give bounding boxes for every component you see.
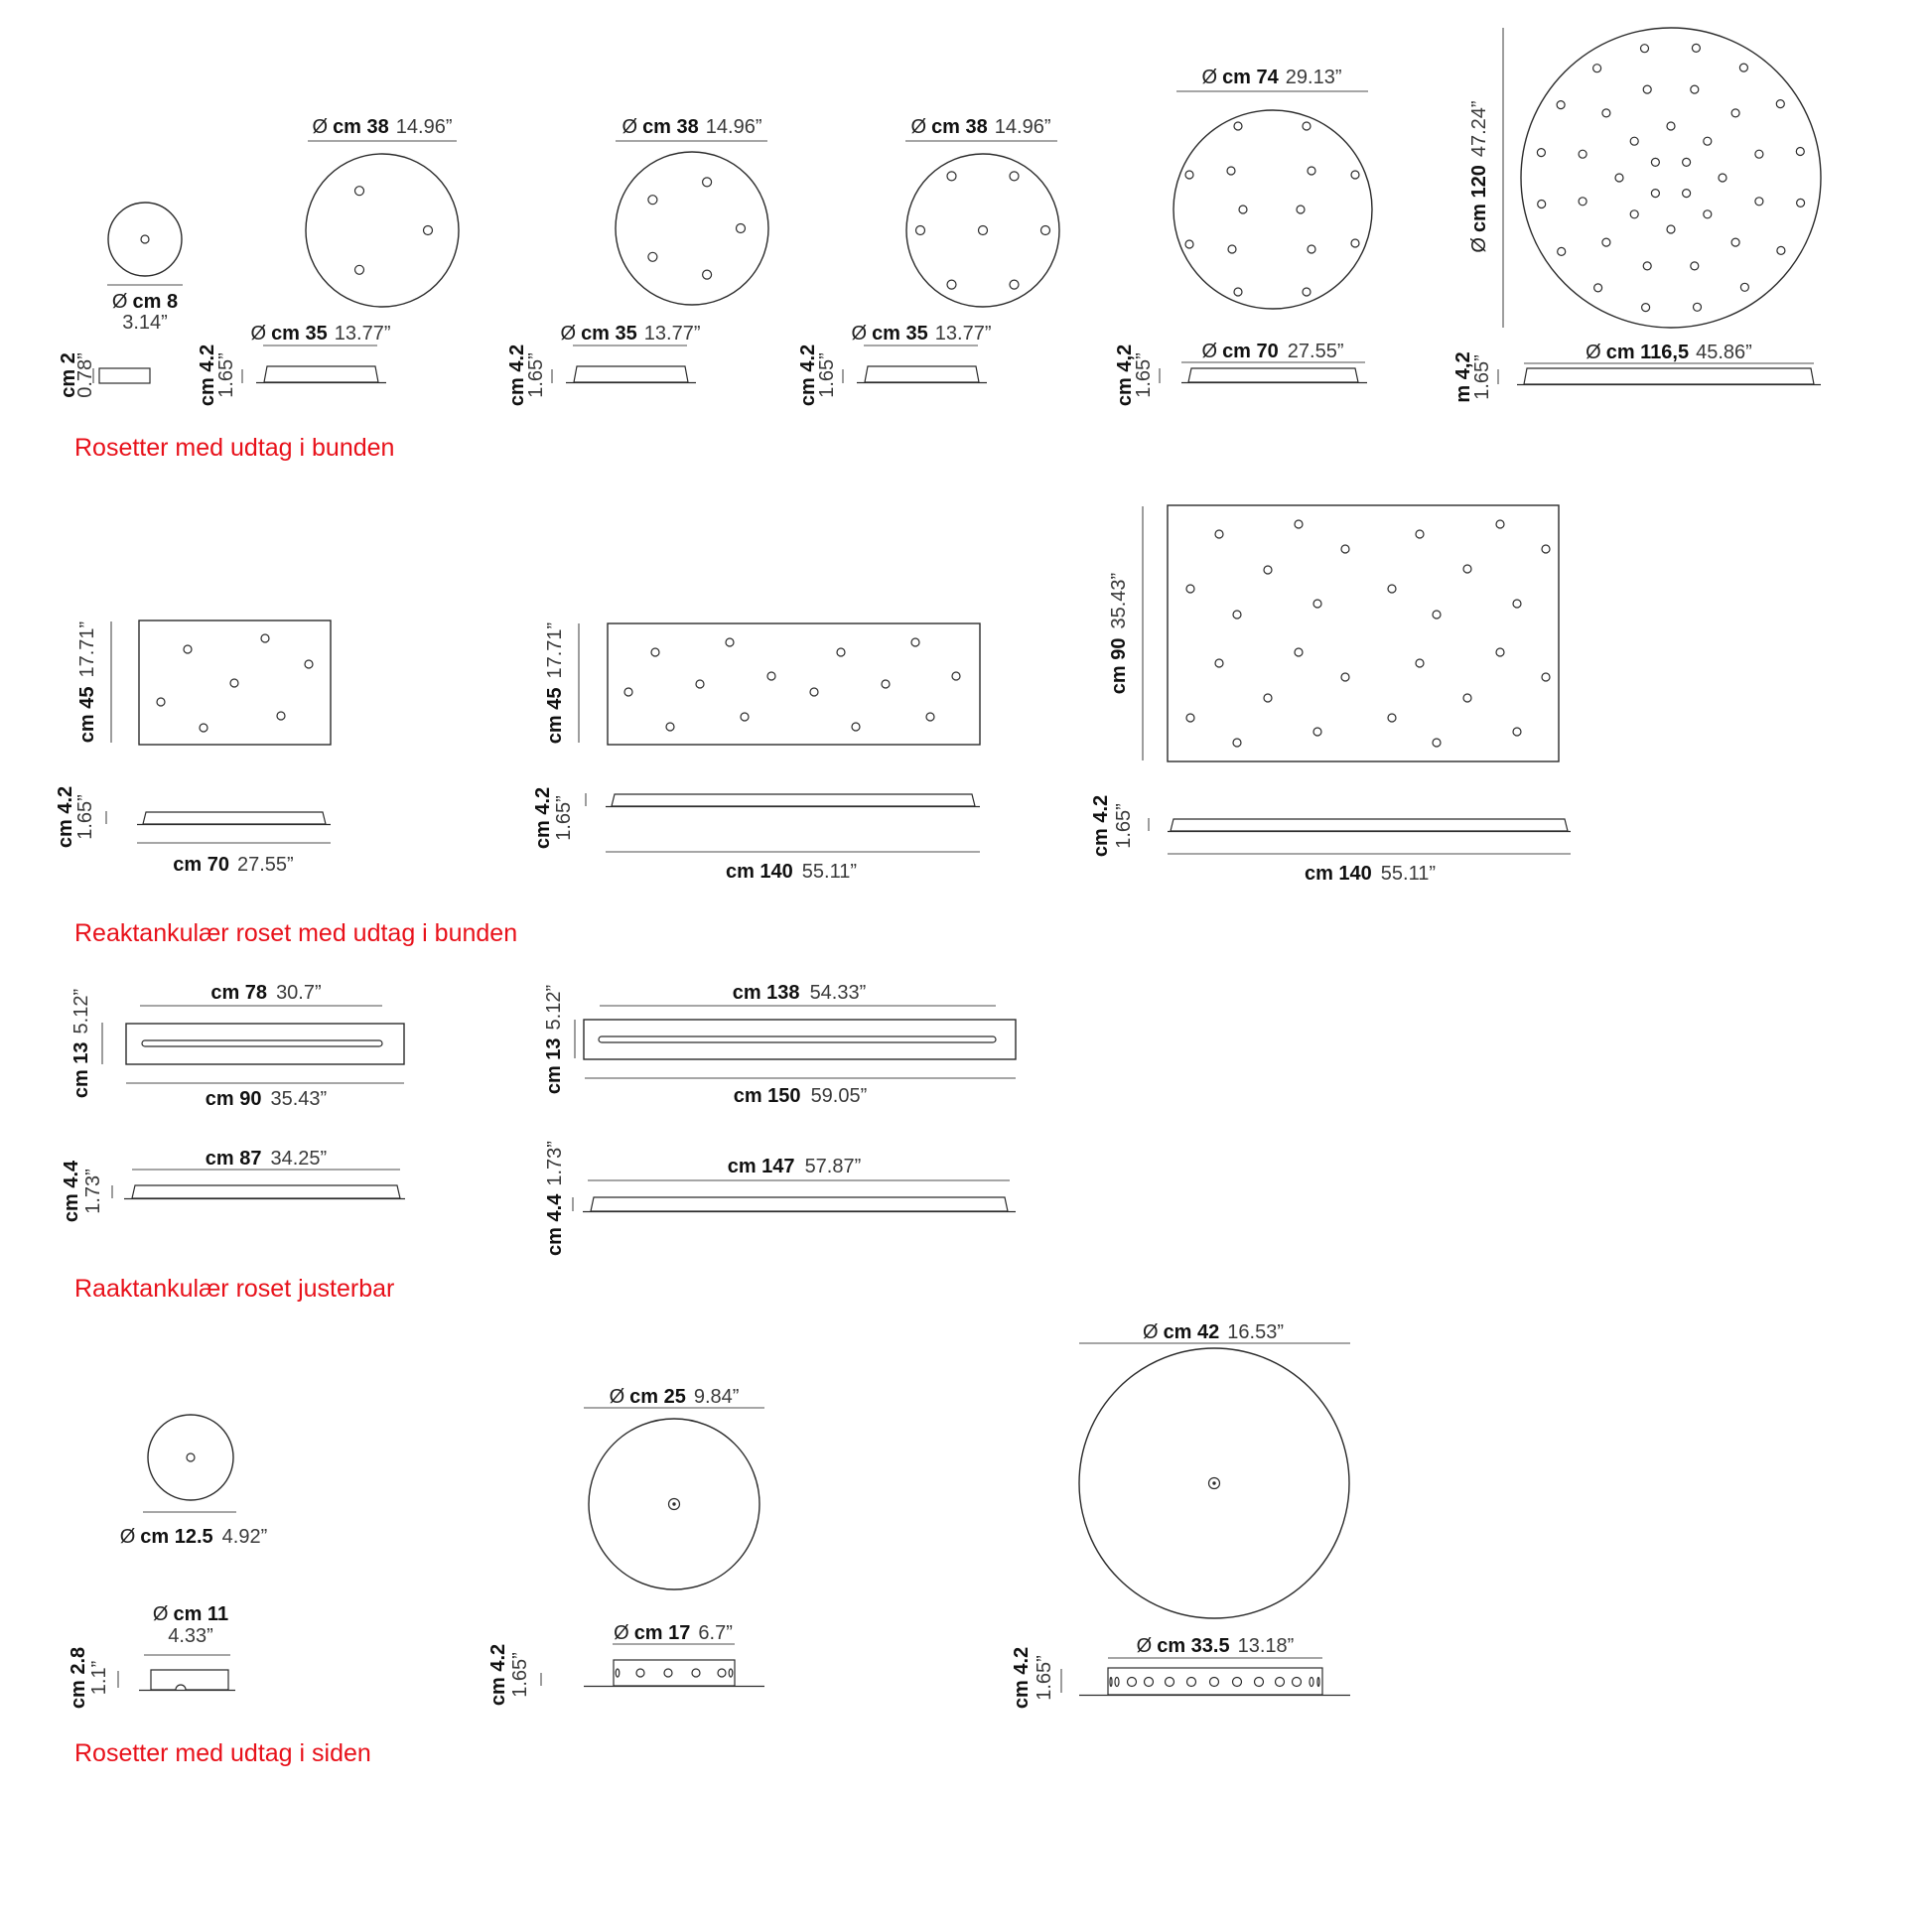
mounting-hole	[1416, 530, 1424, 538]
mounting-hole	[1542, 673, 1550, 681]
mounting-hole	[1227, 167, 1235, 175]
rect-rose-45x70-side-view	[55, 786, 331, 876]
rose-outline	[126, 1024, 404, 1064]
mounting-hole	[1264, 694, 1272, 702]
mounting-hole	[1602, 238, 1610, 246]
mounting-hole	[926, 713, 934, 721]
mounting-hole	[664, 1669, 672, 1677]
mounting-hole	[1796, 148, 1804, 156]
mounting-hole	[1630, 210, 1638, 218]
side-outlet-hole-edge	[1317, 1678, 1319, 1687]
mounting-hole	[1537, 149, 1545, 157]
mounting-hole	[1416, 659, 1424, 667]
rose-outline	[608, 623, 980, 745]
mounting-hole	[696, 680, 704, 688]
mounting-hole	[1777, 246, 1785, 254]
rect-rose-45x70-top-view	[76, 621, 331, 745]
side-outlet-hole-edge	[616, 1669, 620, 1677]
mounting-hole	[1308, 245, 1315, 253]
height-label-28: cm 2.8	[68, 1646, 89, 1710]
mounting-hole	[1313, 728, 1321, 736]
mounting-hole	[1630, 137, 1638, 145]
hole-pattern	[1186, 520, 1550, 747]
dia-label-33-5: Ø cm 33.5 13.18”	[1136, 1635, 1295, 1657]
mounting-hole	[737, 224, 746, 233]
side-label-13-2: cm 135.12”	[543, 984, 565, 1095]
rose-74-top-view	[1173, 67, 1372, 309]
width-label-150: cm 150 59.05”	[733, 1085, 868, 1107]
rose-8-side-view	[58, 352, 150, 398]
mounting-hole	[810, 688, 818, 696]
mounting-hole	[1719, 174, 1726, 182]
height-label-inch: 1.65”	[74, 794, 96, 840]
mounting-hole	[355, 187, 364, 196]
side-label-45-1: cm 4517.71”	[76, 621, 98, 744]
mounting-hole	[916, 226, 925, 235]
mounting-hole	[1615, 174, 1623, 182]
mounting-hole	[1643, 262, 1651, 270]
dia-label-11-inch: 4.33”	[168, 1625, 213, 1647]
mounting-hole	[1185, 171, 1193, 179]
rose-outline	[306, 154, 459, 307]
mounting-hole	[703, 178, 712, 187]
adjustment-slot	[142, 1040, 382, 1046]
height-label-inch: 1.65”	[816, 352, 838, 398]
mounting-hole	[1755, 198, 1763, 206]
mounting-hole	[1010, 280, 1019, 289]
mounting-hole	[852, 723, 860, 731]
mounting-hole	[882, 680, 890, 688]
mounting-hole	[230, 679, 238, 687]
hole-rings	[1537, 44, 1804, 311]
mounting-hole	[1186, 714, 1194, 722]
profile-outline	[574, 366, 688, 382]
rose-42-side-view	[1011, 1635, 1350, 1709]
height-label-inch: 1.65”	[509, 1652, 531, 1698]
dia-label-38-1: Ø cm 38 14.96”	[312, 116, 453, 138]
mounting-hole	[1255, 1678, 1264, 1687]
mounting-hole	[837, 648, 845, 656]
rose-outline	[1521, 28, 1821, 328]
side-label-13-1: cm 135.12”	[70, 988, 92, 1099]
mounting-hole	[947, 172, 956, 181]
rect-rose-90x140-top-view	[1108, 505, 1559, 761]
height-label: cm 4.2	[797, 344, 819, 407]
profile-outline	[591, 1197, 1008, 1211]
mounting-hole	[1295, 648, 1303, 656]
height-label-inch: 1.65”	[525, 352, 547, 398]
mounting-hole	[1303, 122, 1311, 130]
hole-ring	[355, 187, 433, 275]
mounting-hole	[1513, 728, 1521, 736]
rose-38-7-top-view	[905, 116, 1059, 307]
mounting-hole	[1776, 100, 1784, 108]
mounting-hole	[1691, 85, 1699, 93]
hole-pattern	[157, 634, 313, 732]
mounting-hole	[1731, 238, 1739, 246]
side-outlet-hole-edge	[1310, 1678, 1313, 1687]
mounting-hole	[741, 713, 749, 721]
mounting-hole	[1341, 545, 1349, 553]
mounting-hole	[141, 235, 149, 243]
dia-label-12-5: Ø cm 12.5 4.92”	[119, 1526, 268, 1548]
dia-label-38-2: Ø cm 38 14.96”	[621, 116, 762, 138]
profile-outline	[1171, 819, 1568, 831]
slot-label-78: cm 78 30.7”	[210, 982, 322, 1004]
width-label-90: cm 90 35.43”	[205, 1088, 328, 1110]
mounting-hole	[1388, 714, 1396, 722]
height-label-cm2-inch: 0.78”	[74, 352, 96, 398]
profile-outline	[865, 366, 979, 382]
side-outlet-holes	[1128, 1678, 1302, 1687]
height-label-44-inch: 1.73”	[82, 1169, 104, 1214]
dia-label-8-inch: 3.14”	[122, 312, 168, 334]
mounting-hole	[277, 712, 285, 720]
mounting-hole	[1694, 303, 1702, 311]
mounting-hole	[1186, 585, 1194, 593]
base-label-35-1: Ø cm 35 13.77”	[250, 323, 391, 345]
rose-120-top-view	[1468, 28, 1821, 328]
mounting-hole	[1166, 1678, 1174, 1687]
mounting-hole	[1388, 585, 1396, 593]
mounting-hole	[1351, 171, 1359, 179]
rose-25-top-view	[584, 1386, 764, 1589]
base-label-35-3: Ø cm 35 13.77”	[851, 323, 992, 345]
width-label-70: cm 70 27.55”	[173, 854, 294, 876]
mounting-hole	[1215, 659, 1223, 667]
mounting-hole	[1651, 158, 1659, 166]
mounting-hole	[767, 672, 775, 680]
mounting-hole	[1313, 600, 1321, 608]
mounting-hole	[1297, 206, 1305, 213]
height-label-inch: 1.65”	[1133, 352, 1155, 398]
rose-outline	[1168, 505, 1559, 761]
mounting-hole	[1276, 1678, 1285, 1687]
rose-outline	[1173, 110, 1372, 309]
mounting-hole	[1704, 210, 1712, 218]
profile-outline	[264, 366, 378, 382]
dia-label-8: Ø cm 8	[111, 291, 179, 313]
mounting-hole	[636, 1669, 644, 1677]
dia-label-42: Ø cm 42 16.53”	[1143, 1321, 1284, 1343]
mounting-hole	[666, 723, 674, 731]
mounting-hole	[1651, 190, 1659, 198]
dia-label-74: Ø cm 74 29.13”	[1201, 67, 1342, 88]
adj-rose-150-side-view	[544, 1141, 1016, 1256]
mounting-hole	[1667, 122, 1675, 130]
hole-pattern	[624, 638, 960, 731]
base-label-70: Ø cm 70 27.55”	[1201, 341, 1344, 362]
side-outlet-hole-edge	[1110, 1678, 1112, 1687]
mounting-hole	[1185, 240, 1193, 248]
mounting-hole	[1433, 739, 1441, 747]
height-label: cm 4.2	[197, 344, 218, 407]
rose-12-5-top-view	[120, 1415, 268, 1548]
mounting-hole	[1642, 304, 1650, 312]
mounting-hole	[1228, 245, 1236, 253]
adjustment-slot	[599, 1036, 996, 1042]
mounting-hole	[648, 196, 657, 205]
mounting-hole	[1264, 566, 1272, 574]
mounting-hole	[1145, 1678, 1154, 1687]
mounting-hole	[157, 698, 165, 706]
rose-42-top-view	[1079, 1321, 1350, 1618]
mounting-hole	[1233, 611, 1241, 619]
side-label-45-2: cm 4517.71”	[544, 621, 566, 745]
mounting-hole	[1579, 150, 1587, 158]
mounting-hole	[1128, 1678, 1137, 1687]
mounting-hole	[1683, 158, 1691, 166]
mounting-hole	[1433, 611, 1441, 619]
side-outlet-holes	[636, 1669, 726, 1677]
rose-120-side-view	[1452, 342, 1821, 403]
adj-rose-90-side-view	[61, 1148, 405, 1222]
rose-38-5-top-view	[616, 116, 768, 305]
mounting-hole	[1239, 206, 1247, 213]
mounting-hole	[1740, 283, 1748, 291]
mounting-hole	[947, 280, 956, 289]
mounting-hole	[648, 252, 657, 261]
mounting-hole	[1579, 198, 1587, 206]
base-label-35-2: Ø cm 35 13.77”	[560, 323, 701, 345]
profile-outline	[614, 1660, 735, 1686]
section-heading-2: Reaktankulær roset med udtag i bunden	[74, 919, 518, 947]
mounting-hole	[718, 1669, 726, 1677]
rect-rose-90x140-side-view	[1090, 795, 1571, 885]
rose-38-3-top-view	[306, 116, 459, 307]
height-label: cm 4.2	[1011, 1646, 1033, 1710]
center-hole-pin	[672, 1502, 675, 1505]
height-label-inch: 1.65”	[1471, 354, 1493, 400]
height-label: cm 4,2	[1114, 344, 1136, 407]
profile-outline	[143, 812, 326, 824]
height-label-28-inch: 1.1”	[88, 1660, 110, 1696]
width-label-140-2: cm 140 55.11”	[1304, 863, 1437, 885]
dia-label-17: Ø cm 17 6.7”	[614, 1622, 733, 1644]
base-label-116-5: Ø cm 116,5 45.86”	[1586, 342, 1752, 363]
height-label: cm 4.2	[487, 1643, 509, 1707]
height-label: cm 4.2	[506, 344, 528, 407]
slot-label-138: cm 138 54.33”	[732, 982, 867, 1004]
section-roses-bottom-outlet	[58, 28, 1821, 462]
mounting-hole	[979, 226, 988, 235]
section-roses-side-outlet	[68, 1321, 1350, 1767]
mounting-hole	[1755, 150, 1763, 158]
rose-74-side-view	[1114, 341, 1367, 406]
profile-outline	[1188, 368, 1358, 382]
hole-ring	[648, 178, 746, 279]
mounting-hole	[200, 724, 207, 732]
height-label-inch: 1.65”	[215, 352, 237, 398]
dia-label-25: Ø cm 25 9.84”	[609, 1386, 740, 1408]
mounting-hole	[1233, 1678, 1242, 1687]
hole-pattern	[1185, 122, 1359, 296]
mounting-hole	[1557, 101, 1565, 109]
mounting-hole	[1692, 44, 1700, 52]
mounting-hole	[1215, 530, 1223, 538]
mounting-hole	[624, 688, 632, 696]
mounting-hole	[1234, 122, 1242, 130]
rect-rose-45x140-side-view	[532, 787, 980, 883]
mounting-hole	[1704, 137, 1712, 145]
mounting-hole	[1683, 190, 1691, 198]
width-label-147: cm 147 57.87”	[727, 1156, 862, 1177]
mounting-hole	[424, 226, 433, 235]
profile-outline	[612, 794, 975, 806]
mounting-hole	[1463, 565, 1471, 573]
mounting-hole	[187, 1453, 195, 1461]
center-hole-pin	[1212, 1481, 1215, 1484]
mounting-hole	[1210, 1678, 1219, 1687]
mounting-hole	[911, 638, 919, 646]
mounting-hole	[261, 634, 269, 642]
mounting-hole	[1594, 284, 1602, 292]
mounting-hole	[1295, 520, 1303, 528]
mounting-hole	[1542, 545, 1550, 553]
height-label: cm 4.2	[1090, 794, 1112, 858]
section-rect-roses-bottom-outlet	[55, 505, 1571, 947]
mounting-hole	[1187, 1678, 1196, 1687]
mounting-hole	[1351, 239, 1359, 247]
mounting-hole	[1010, 172, 1019, 181]
adj-rose-150-top-view	[543, 982, 1016, 1107]
mounting-hole	[1797, 199, 1805, 207]
mounting-hole	[1667, 225, 1675, 233]
rose-12-5-side-view	[68, 1603, 235, 1709]
side-outlet-hole-edge	[1115, 1678, 1119, 1687]
mounting-hole	[1739, 64, 1747, 71]
rect-rose-45x140-top-view	[544, 622, 980, 745]
mounting-hole	[1643, 85, 1651, 93]
rose-38-side-view-1	[197, 323, 391, 406]
height-label: cm 4.2	[55, 785, 76, 849]
section-heading-3: Raaktankulær roset justerbar	[74, 1275, 395, 1303]
side-label-90: cm 9035.43”	[1108, 572, 1130, 695]
mounting-hole	[651, 648, 659, 656]
height-label-inch: 1.65”	[553, 795, 575, 841]
mounting-hole	[1341, 673, 1349, 681]
mounting-hole	[1593, 65, 1601, 72]
height-label-inch: 1.65”	[1113, 803, 1135, 849]
mounting-hole	[1233, 739, 1241, 747]
side-outlet-hole-edge	[729, 1669, 733, 1677]
rose-8-top-view	[107, 203, 183, 334]
rose-38-side-view-3	[797, 323, 992, 406]
height-label: cm 4.2	[532, 786, 554, 850]
mounting-hole	[692, 1669, 700, 1677]
dia-label-120: Øcm 12047.24”	[1468, 100, 1490, 253]
mounting-hole	[1234, 288, 1242, 296]
profile-outline	[1524, 368, 1814, 384]
mounting-hole	[305, 660, 313, 668]
mounting-hole	[1691, 262, 1699, 270]
dia-label-11: Ø cm 11	[152, 1603, 229, 1625]
dia-label-38-3: Ø cm 38 14.96”	[910, 116, 1051, 138]
mounting-hole	[1496, 520, 1504, 528]
mounting-hole	[1308, 167, 1315, 175]
mounting-hole	[184, 645, 192, 653]
profile-outline	[132, 1185, 400, 1198]
height-label-inch: 1.65”	[1034, 1655, 1055, 1701]
height-label-cm2: cm 2	[58, 352, 79, 398]
profile-outline	[99, 368, 150, 383]
mounting-hole	[1558, 247, 1566, 255]
mounting-hole	[1496, 648, 1504, 656]
mounting-hole	[952, 672, 960, 680]
rose-25-side-view	[487, 1622, 764, 1706]
height-label-44: cm 4.4	[61, 1160, 82, 1223]
mounting-hole	[1731, 109, 1739, 117]
rose-38-side-view-2	[506, 323, 701, 406]
section-heading-1: Rosetter med udtag i bunden	[74, 434, 395, 462]
mounting-hole	[1513, 600, 1521, 608]
mounting-hole	[355, 265, 364, 274]
mounting-hole	[1303, 288, 1311, 296]
width-label-140-1: cm 140 55.11”	[725, 861, 858, 883]
height-label-44-2: cm 4.41.73”	[544, 1141, 566, 1256]
mounting-hole	[726, 638, 734, 646]
rose-outline	[584, 1020, 1016, 1059]
profile-outline-with-side-outlet	[151, 1670, 228, 1690]
width-label-87: cm 87 34.25”	[205, 1148, 328, 1170]
adj-rose-90-top-view	[70, 982, 404, 1110]
mounting-hole	[1463, 694, 1471, 702]
mounting-hole	[1041, 226, 1050, 235]
hole-ring	[916, 172, 1050, 289]
height-label: m 4,2	[1452, 351, 1474, 403]
mounting-hole	[703, 270, 712, 279]
mounting-hole	[1293, 1678, 1302, 1687]
section-heading-4: Rosetter med udtag i siden	[74, 1739, 371, 1767]
mounting-hole	[1538, 201, 1546, 208]
mounting-hole	[1641, 45, 1649, 53]
section-rect-rose-adjustable	[61, 982, 1016, 1303]
mounting-hole	[1602, 109, 1610, 117]
